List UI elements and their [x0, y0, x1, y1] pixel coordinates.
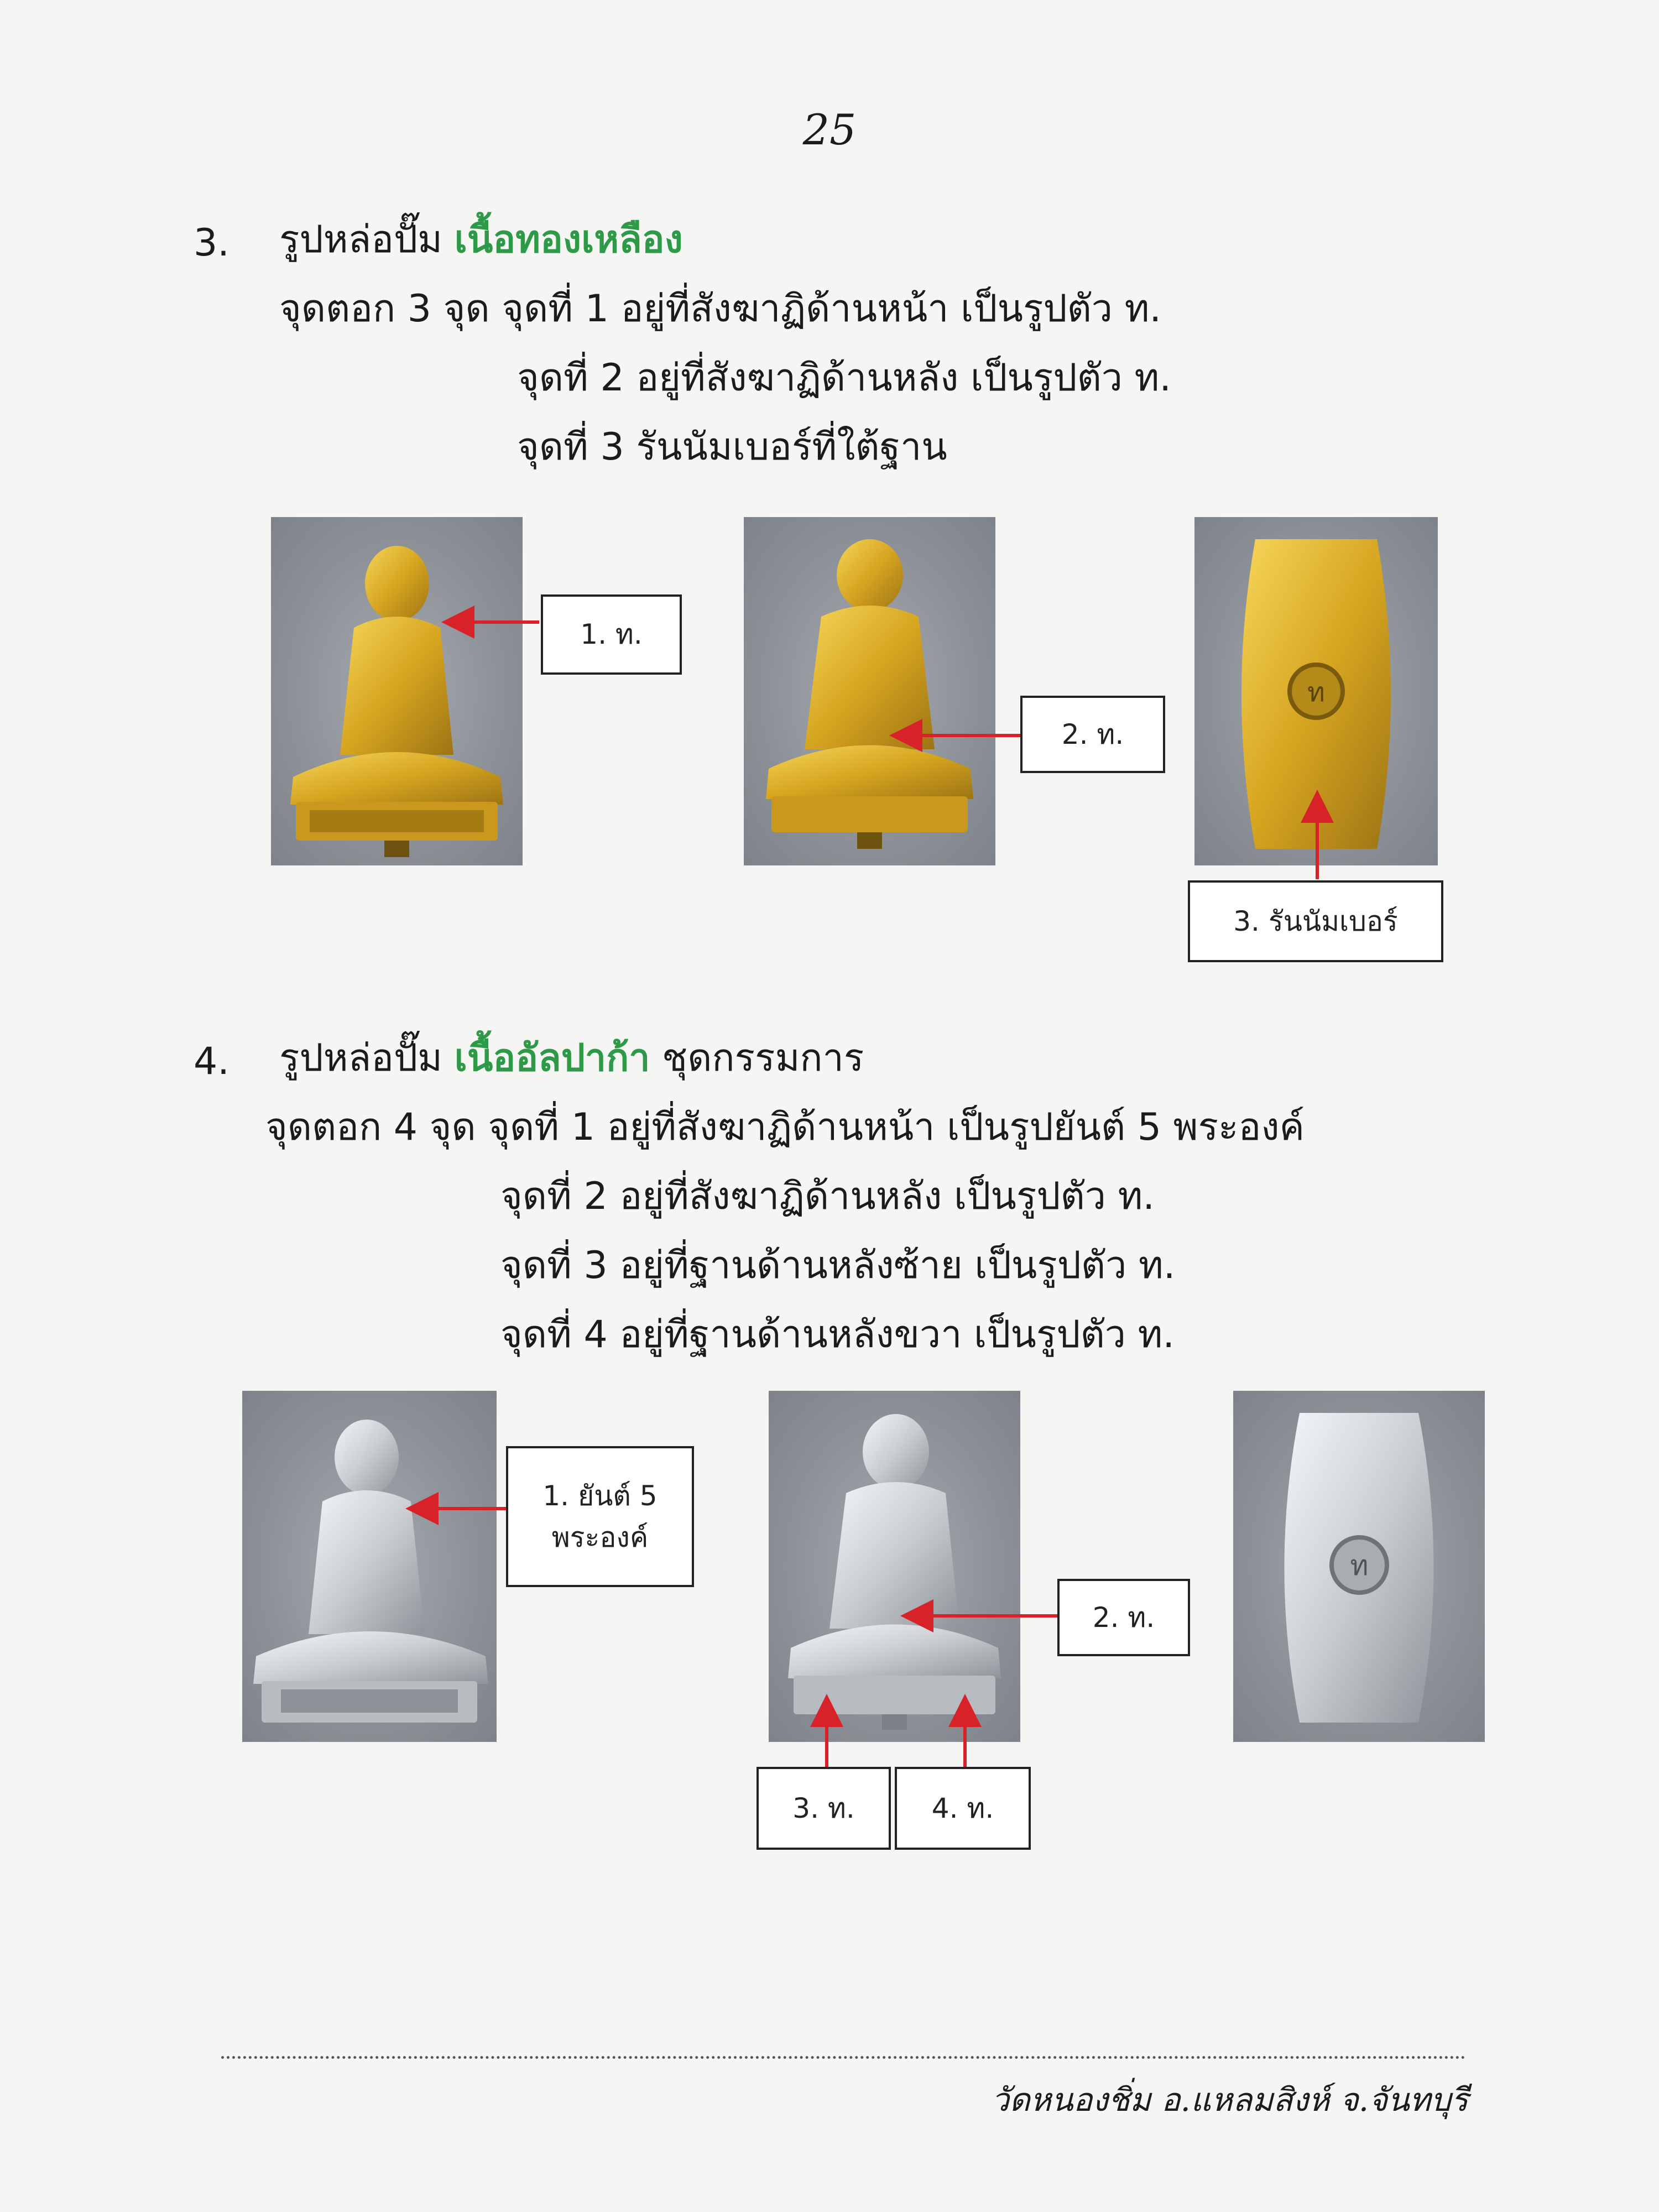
brass-statue-back-photo	[744, 517, 995, 865]
section3-title	[279, 218, 683, 262]
label-2-tho: 2. ท.	[1020, 696, 1165, 773]
label-3-run-number: 3. รันนัมเบอร์	[1188, 880, 1443, 962]
section3-number: 3.	[194, 221, 229, 265]
page-number: 25	[802, 105, 857, 154]
section3-line-3: จุดที่ 3 รันนัมเบอร์ที่ใต้ฐาน	[517, 425, 947, 469]
section4-line-3: จุดที่ 3 อยู่ที่ฐานด้านหลังซ้าย เป็นรูปตัว ท.	[500, 1244, 1176, 1287]
section4-title	[279, 1036, 864, 1080]
footer-text: วัดหนองชิ่ม อ.แหลมสิงห์ จ.จันทบุรี	[991, 2081, 1468, 2119]
footer-dotted-rule	[221, 2056, 1465, 2059]
label-4-2-tho: 2. ท.	[1057, 1579, 1190, 1656]
label-4-1-line-1: 1. ยันต์ 5	[542, 1479, 658, 1512]
section4-title-suffix: ชุดกรรมการ	[662, 1036, 864, 1080]
section4-title-prefix: รูปหล่อปั๊ม	[279, 1036, 443, 1080]
section4-line-4: จุดที่ 4 อยู่ที่ฐานด้านหลังขวา เป็นรูปตัว ท.	[500, 1313, 1175, 1357]
section3-line-1: จุดตอก 3 จุด จุดที่ 1 อยู่ที่สังฆาฏิด้านหน้า เป็นรูปตัว ท.	[279, 287, 1162, 331]
section4-line-2: จุดที่ 2 อยู่ที่สังฆาฏิด้านหลัง เป็นรูปตัว ท.	[500, 1175, 1155, 1218]
section4-title-highlight: เนื้ออัลปาก้า	[454, 1036, 650, 1080]
label-1-tho: 1. ท.	[541, 594, 682, 675]
svg-text:ท: ท	[1350, 1550, 1369, 1582]
brass-statue-front-photo	[271, 517, 523, 865]
label-4-4-tho: 4. ท.	[895, 1767, 1031, 1850]
svg-text:ท: ท	[1307, 677, 1325, 708]
label-4-1-line-2: พระองค์	[551, 1521, 649, 1553]
section3-title-prefix: รูปหล่อปั๊ม	[279, 218, 443, 262]
section3-line-2: จุดที่ 2 อยู่ที่สังฆาฏิด้านหลัง เป็นรูปตัว ท.	[517, 356, 1171, 400]
section4-number: 4.	[194, 1040, 229, 1083]
label-4-1-yant	[506, 1446, 694, 1587]
brass-base-underside-photo	[1194, 517, 1438, 865]
section3-title-highlight: เนื้อทองเหลือง	[454, 218, 683, 262]
silver-statue-back-photo	[769, 1391, 1020, 1742]
label-4-3-tho: 3. ท.	[757, 1767, 891, 1850]
section4-line-1: จุดตอก 4 จุด จุดที่ 1 อยู่ที่สังฆาฏิด้านหน้า เป็นรูปยันต์ 5 พระองค์	[265, 1105, 1305, 1149]
silver-base-underside-photo	[1233, 1391, 1485, 1742]
silver-statue-front-photo	[242, 1391, 497, 1742]
